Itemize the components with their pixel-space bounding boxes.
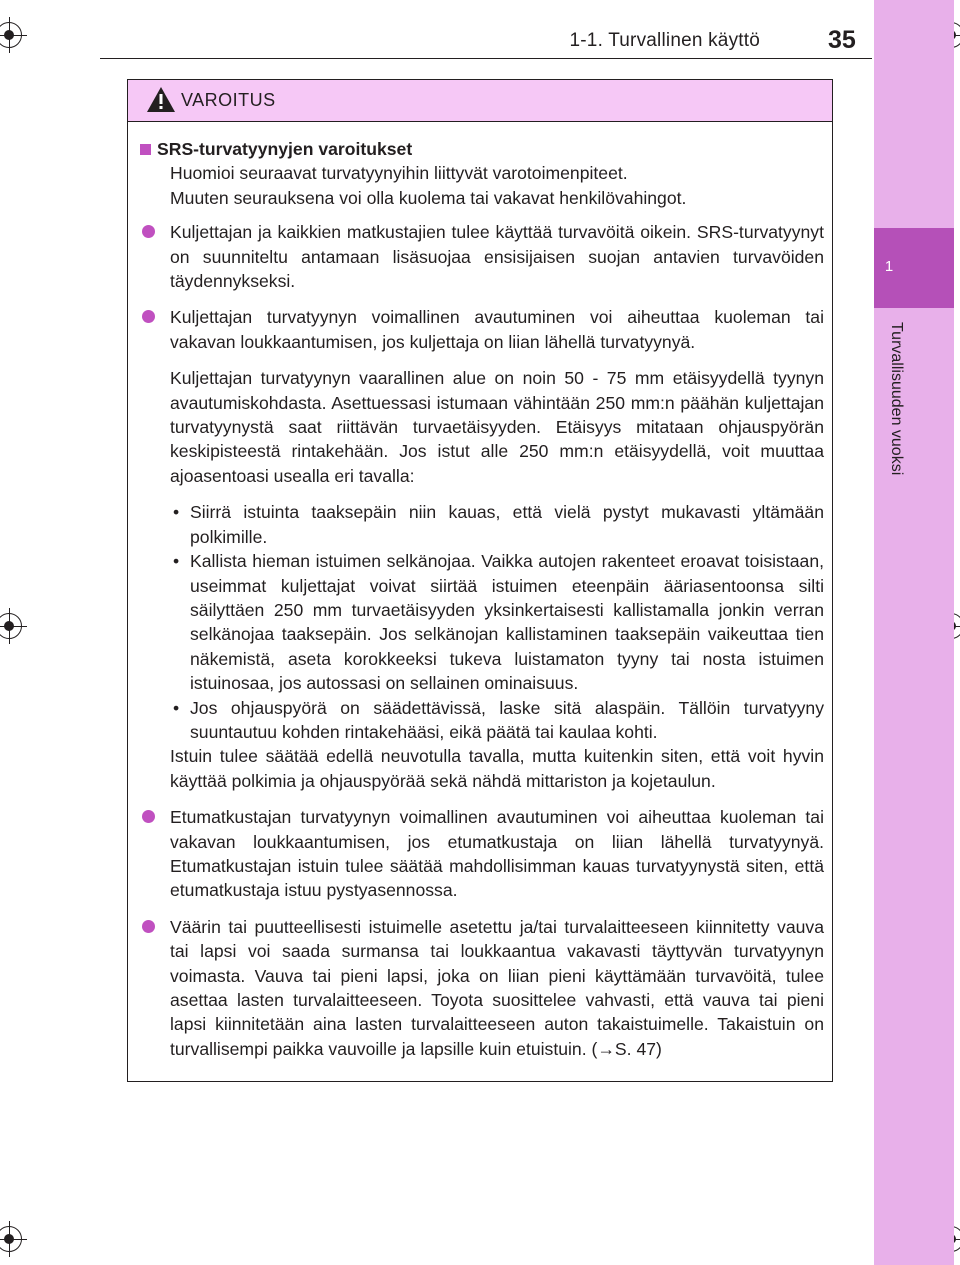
- warning-content: [128, 137, 832, 1073]
- bullet-item: [170, 220, 824, 293]
- section-heading: 1-1. Turvallinen käyttö: [569, 30, 760, 51]
- bullet-item: [170, 915, 824, 1061]
- intro-text: [170, 161, 790, 210]
- circle-bullet-icon: [142, 225, 155, 238]
- intro-line: Huomioi seuraavat turvatyynyihin liittyvät varotoimenpiteet.: [170, 163, 628, 184]
- section-title-text: SRS-turvatyynyjen varoitukset: [157, 139, 413, 159]
- sub-list-item: • Jos ohjauspyörä on säädettävissä, laske sitä alaspäin. Tällöin turvatyyny suuntautuu kohden rintakehääsi, eikä päätä tai kaulaa kohti.: [170, 696, 824, 745]
- bullet-text: Kuljettajan turvatyynyn voimallinen avautuminen voi aiheuttaa kuoleman tai vakavan loukkaantumisen, jos kuljettaja on liian lähellä turvatyynyä.: [170, 307, 824, 352]
- circle-bullet-icon: [142, 920, 155, 933]
- chapter-title-text: Turvallisuuden vuoksi: [888, 322, 905, 476]
- bullet-text: Etumatkustajan turvatyynyn voimallinen avautuminen voi aiheuttaa kuoleman tai vakavan loukkaantumisen, jos etumatkustaja on liian lähellä turvatyynyä. Etumatkustajan istuin tulee säätää mahdollisimman kauas turvatyynystä siten, että etumatkustaja istuu pystyasennossa.: [170, 807, 824, 901]
- bullet-item: [170, 805, 824, 903]
- header-divider: [100, 58, 872, 59]
- driver-distance-paragraph: Kuljettajan turvatyynyn vaarallinen alue on noin 50 - 75 mm etäisyydellä tyynyn avautumiskohdasta. Asettuessasi istumaan vähintään 250 mm:n päähän kuljettajan turvatyynystä saat riittävän turvaetäisyyden. Etäisyys mitataan ohjauspyörän keskipisteestä rintakehään. Jos istut alle 250 mm:n etäisyydellä, voit muuttaa ajoasentoasi usealla eri tavalla:: [170, 368, 824, 486]
- warning-header: [128, 80, 832, 122]
- square-bullet-icon: [140, 144, 151, 155]
- sub-list-item: • Siirrä istuinta taaksepäin niin kauas, että vielä pystyt mukavasti yltämään polkimille.: [170, 500, 824, 549]
- bullet-text: Kuljettajan ja kaikkien matkustajien tulee käyttää turvavöitä oikein. SRS-turvatyynyt on suunniteltu antamaan lisäsuojaa ensisijaisen suojan antavien turvavöiden täydennykseksi.: [170, 222, 824, 292]
- warning-box: [127, 79, 833, 1082]
- sub-list: [170, 500, 824, 744]
- registration-mark-icon: [0, 22, 22, 48]
- circle-bullet-icon: [142, 810, 155, 823]
- chapter-number: 1: [884, 258, 894, 275]
- warning-triangle-icon: [146, 86, 176, 113]
- bullet-text: Väärin tai puutteellisesti istuimelle asetettu ja/tai turvalaitteeseen kiinnitetty vauva tai lapsi voi saada surmansa tai loukkaantua vakavasti täyttyvän turvatyynyn voimasta. Vauva tai pieni lapsi, joka on liian pieni käyttämään turvavöitä, tulee asettaa lasten turvalaitteeseen. Toyota suosittelee vahvasti, että vauva tai pieni lapsi kiinnitetään aina lasten turvalaitteeseen auton takaistuimelle. Takaistuin on turvallisempi paikka vauvoille ja lapsille kuin etuistuin. (→S. 47): [170, 916, 824, 1059]
- sub-list-item: • Kallista hieman istuimen selkänojaa. Vaikka autojen rakenteet eroavat toisistaan, useimmat kuljettajat voivat siirtää istuimen eteenpäin ääriasentoonsa silti säilyttäen 250 mm turvaetäisyyden yksinkertaisesti kallistamalla jonkin verran selkänojaa taaksepäin. Jos selkänojan kallistaminen taaksepäin vaikeuttaa tien näkemistä, aseta korokkeeksi tukeva luistamaton tyyny tai nosta istuimen istuinosaa, jos autossasi on sellainen ominaisuus.: [170, 549, 824, 695]
- section-title: [140, 137, 832, 161]
- page-number: 35: [828, 26, 856, 54]
- registration-mark-icon: [0, 1226, 22, 1252]
- circle-bullet-icon: [142, 310, 155, 323]
- bullet-item: [170, 305, 824, 354]
- registration-mark-icon: [0, 613, 22, 639]
- chapter-side-tab: [874, 0, 954, 1265]
- seat-adjust-paragraph: Istuin tulee säätää edellä neuvotulla tavalla, mutta kuitenkin siten, että voit hyvin käyttää polkimia ja ohjauspyörää sekä nähdä mittariston ja kojetaulun.: [170, 746, 824, 791]
- intro-line: Muuten seurauksena voi olla kuolema tai vakavat henkilövahingot.: [170, 187, 687, 208]
- warning-title: VAROITUS: [181, 90, 276, 110]
- chapter-title: [885, 322, 905, 542]
